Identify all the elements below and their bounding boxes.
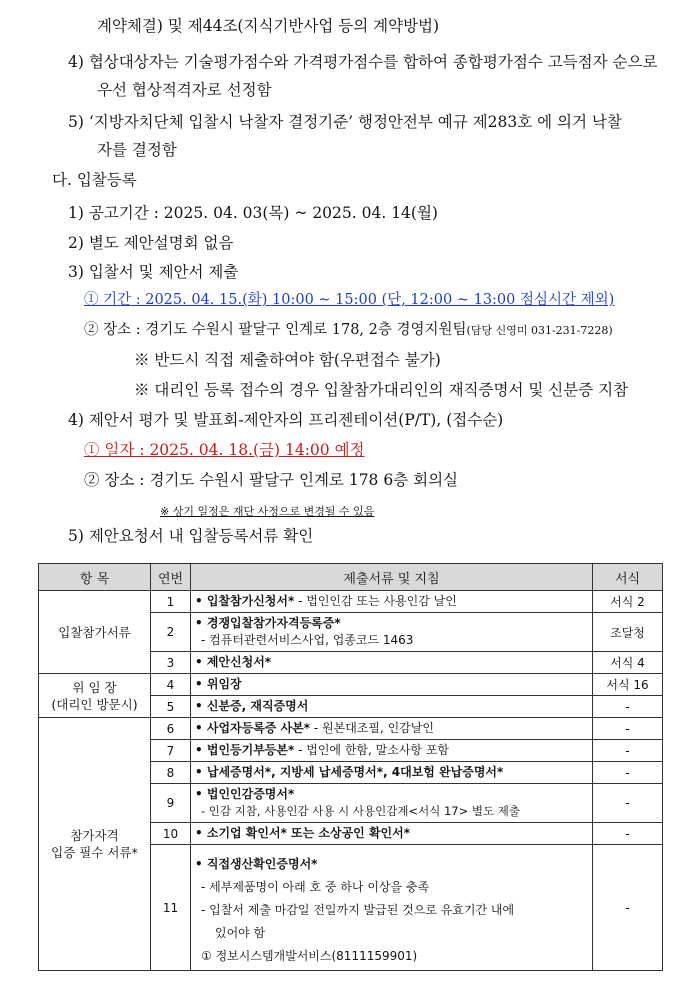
table-row bbox=[39, 674, 663, 696]
row-number: 7 bbox=[151, 740, 191, 762]
document-note: - 세부제품명이 아래 호 중 하나 이상을 충족 bbox=[201, 880, 430, 894]
document-cell bbox=[191, 762, 593, 784]
row-number: 8 bbox=[151, 762, 191, 784]
document-cell bbox=[191, 591, 593, 613]
form-cell: 조달청 bbox=[593, 613, 663, 652]
document-cell bbox=[191, 652, 593, 674]
form-cell: - bbox=[593, 784, 663, 823]
category-power-of-attorney bbox=[39, 674, 151, 718]
document-note: - 입찰서 제출 마감일 전일까지 발급된 것으로 유효기간 내에 bbox=[201, 903, 515, 917]
row-number: 10 bbox=[151, 823, 191, 845]
body-text-line: 5) 제안요청서 내 입찰등록서류 확인 bbox=[68, 527, 314, 545]
document-title: • 납세증명서*, 지방세 납세증명서*, 4대보험 완납증명서* bbox=[195, 765, 504, 779]
table-header-row bbox=[39, 564, 663, 591]
category-label: 위 임 장 bbox=[72, 679, 117, 695]
document-cell bbox=[191, 718, 593, 740]
body-text-line: 2) 별도 제안설명회 없음 bbox=[68, 234, 234, 252]
document-title: • 직접생산확인증명서* bbox=[195, 857, 318, 871]
category-label-sub: 입증 필수 서류* bbox=[51, 845, 138, 860]
document-title: • 위임장 bbox=[195, 677, 242, 691]
document-title: • 신분증, 재직증명서 bbox=[195, 699, 309, 713]
form-cell: - bbox=[593, 696, 663, 718]
schedule-change-note: ※ 상기 일정은 재단 사정으로 변경될 수 있음 bbox=[160, 505, 375, 518]
header-form: 서식 bbox=[593, 564, 663, 591]
body-text-line: 자를 결정함 bbox=[97, 141, 177, 159]
document-cell bbox=[191, 845, 593, 971]
category-bid-documents: 입찰참가서류 bbox=[39, 591, 151, 674]
form-cell: - bbox=[593, 740, 663, 762]
note-line: ※ 반드시 직접 제출하여야 함(우편접수 불가) bbox=[134, 351, 441, 369]
document-title: • 법인등기부등본* bbox=[195, 743, 295, 757]
section-heading: 다. 입찰등록 bbox=[52, 171, 137, 189]
row-number: 9 bbox=[151, 784, 191, 823]
body-text-line: 계약체결) 및 제44조(지식기반사업 등의 계약방법) bbox=[97, 17, 440, 35]
row-number: 3 bbox=[151, 652, 191, 674]
document-note: - 법인에 한함, 말소사항 포함 bbox=[294, 743, 450, 757]
header-category: 항 목 bbox=[39, 564, 151, 591]
row-number: 5 bbox=[151, 696, 191, 718]
document-note: - 인감 지참, 사용인감 사용 시 사용인감계<서식 17> 별도 제출 bbox=[201, 804, 521, 818]
form-cell: 서식 16 bbox=[593, 674, 663, 696]
document-title: • 입찰참가신청서* bbox=[195, 594, 295, 608]
header-documents: 제출서류 및 지침 bbox=[191, 564, 593, 591]
document-note: - 컴퓨터관련서비스사업, 업종코드 1463 bbox=[201, 633, 414, 647]
form-cell: - bbox=[593, 762, 663, 784]
document-note: 있어야 함 bbox=[215, 926, 266, 940]
contact-info: (담당 신영미 031-231-7228) bbox=[466, 324, 613, 337]
row-number: 1 bbox=[151, 591, 191, 613]
document-note: - 법인인감 또는 사용인감 날인 bbox=[294, 594, 457, 608]
document-title: • 법인인감증명서* bbox=[195, 787, 295, 801]
document-note: - 원본대조필, 인감날인 bbox=[310, 721, 434, 735]
form-cell: 서식 4 bbox=[593, 652, 663, 674]
category-label-sub: (대리인 방문시) bbox=[51, 696, 138, 712]
body-text-line: 1) 공고기간 : 2025. 04. 03(목) ~ 2025. 04. 14(월) bbox=[68, 204, 438, 222]
table-row bbox=[39, 591, 663, 613]
category-label: 참가자격 bbox=[70, 828, 119, 843]
document-cell bbox=[191, 823, 593, 845]
presentation-date: ① 일자 : 2025. 04. 18.(금) 14:00 예정 bbox=[84, 441, 365, 459]
registration-documents-table bbox=[38, 563, 663, 971]
document-cell bbox=[191, 613, 593, 652]
table-row bbox=[39, 718, 663, 740]
body-text-line: 5) ‘지방자치단체 입찰시 낙찰자 결정기준’ 행정안전부 예규 제283호 에 의거 낙찰 bbox=[68, 113, 622, 131]
document-cell bbox=[191, 674, 593, 696]
document-cell bbox=[191, 696, 593, 718]
row-number: 2 bbox=[151, 613, 191, 652]
body-text-line: 4) 제안서 평가 및 발표회-제안자의 프리젠테이션(P/T), (접수순) bbox=[68, 411, 504, 429]
document-note: ① 정보시스템개발서비스(8111159901) bbox=[201, 949, 418, 963]
note-line: ※ 대리인 등록 접수의 경우 입찰참가대리인의 재직증명서 및 신분증 지참 bbox=[134, 381, 629, 399]
body-text-line: 3) 입찰서 및 제안서 제출 bbox=[68, 263, 239, 281]
body-text-line: 우선 협상적격자로 선정함 bbox=[97, 81, 272, 99]
row-number: 4 bbox=[151, 674, 191, 696]
header-number: 연번 bbox=[151, 564, 191, 591]
submission-period: ① 기간 : 2025. 04. 15.(화) 10:00 ~ 15:00 (단, 12:00 ~ 13:00 점심시간 제외) bbox=[84, 292, 615, 308]
document-title: • 사업자등록증 사본* bbox=[195, 721, 311, 735]
presentation-place: ② 장소 : 경기도 수원시 팔달구 인계로 178 6층 회의실 bbox=[84, 471, 459, 489]
row-number: 11 bbox=[151, 845, 191, 971]
form-cell: 서식 2 bbox=[593, 591, 663, 613]
body-text-line: 4) 협상대상자는 기술평가점수와 가격평가점수를 합하여 종합평가점수 고득점자 순으로 bbox=[68, 53, 658, 71]
form-cell: - bbox=[593, 823, 663, 845]
document-title: • 소기업 확인서* 또는 소상공인 확인서* bbox=[195, 826, 410, 840]
submission-place bbox=[84, 320, 613, 341]
document-title: • 경쟁입찰참가자격등록증* bbox=[195, 616, 341, 630]
submission-place-text: ② 장소 : 경기도 수원시 팔달구 인계로 178, 2층 경영지원팀 bbox=[84, 322, 467, 338]
form-cell: - bbox=[593, 845, 663, 971]
row-number: 6 bbox=[151, 718, 191, 740]
document-cell bbox=[191, 784, 593, 823]
form-cell: - bbox=[593, 718, 663, 740]
category-qualification-documents bbox=[39, 718, 151, 971]
document-cell bbox=[191, 740, 593, 762]
document-title: • 제안신청서* bbox=[195, 655, 272, 669]
